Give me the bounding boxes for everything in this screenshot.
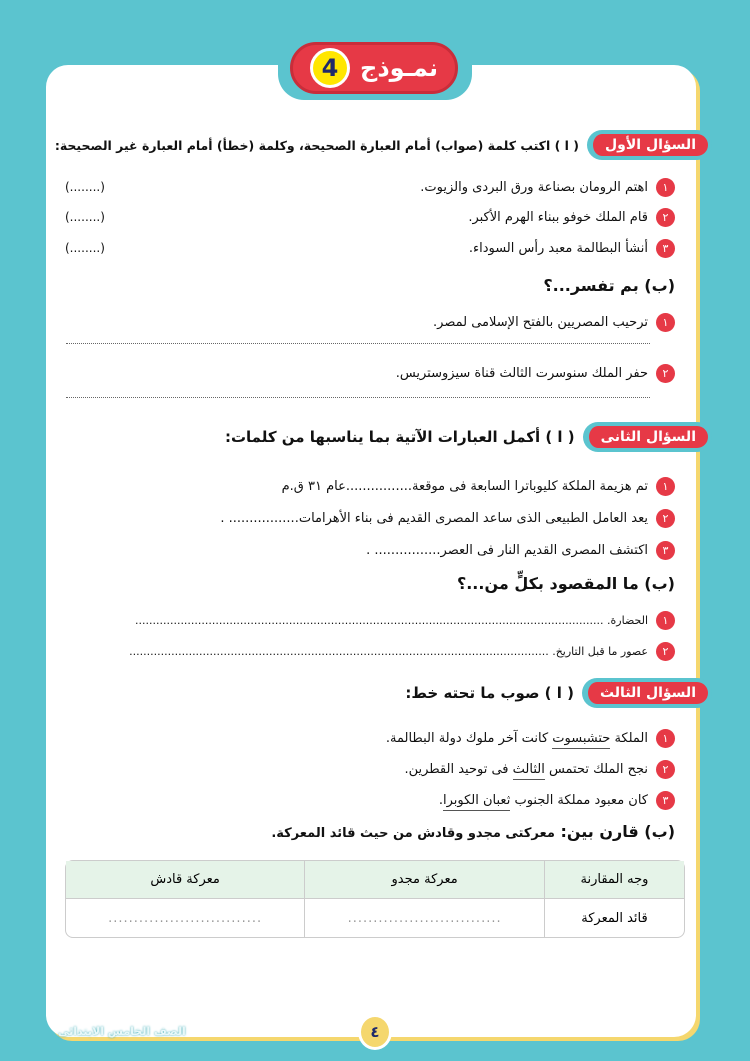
item-number: ١ (656, 477, 675, 496)
q2-header (50, 422, 712, 452)
q1-b-item (62, 364, 675, 383)
grade-label: الصف الخامس الابتدائى (58, 1025, 186, 1038)
answer-line[interactable] (66, 343, 650, 344)
table-row (66, 899, 684, 937)
item-number: ٢ (656, 642, 675, 661)
table-cell: قائد المعركة (544, 899, 684, 937)
item-text: تم هزيمة الملكة كليوباترا السابعة فى موقعة................عام ٣١ ق.م (281, 479, 648, 494)
item-text: اكتشف المصرى القديم النار فى العصر................ . (366, 543, 648, 558)
item-text: عصور ما قبل التاريخ. ........................................................................................................................ (129, 645, 648, 658)
answer-blank[interactable]: (........) (65, 180, 105, 194)
underlined-text: الثالث (513, 762, 545, 780)
q2-b-title: (ب) ما المقصود بكلٍّ من...؟ (456, 574, 675, 593)
q1-instruction: ( ا ) اكتب كلمة (صواب) أمام العبارة الصحيحة، وكلمة (خطأ) أمام العبارة غير الصحيحة: (54, 137, 580, 153)
q1-header (50, 130, 712, 160)
q1-item (150, 239, 675, 258)
text-part: فى توحيد القطرين. (404, 762, 513, 777)
q3-badge: السؤال الثالث (582, 678, 712, 708)
item-text (439, 793, 648, 808)
q2-item (62, 477, 675, 496)
q2-b-item (62, 611, 675, 630)
answer-blank[interactable]: (........) (65, 210, 105, 224)
item-number: ١ (656, 178, 675, 197)
text-part: كانت آخر ملوك دولة البطالمة. (385, 731, 553, 746)
item-text (404, 762, 648, 777)
q2-badge: السؤال الثانى (583, 422, 712, 452)
item-number: ٢ (656, 509, 675, 528)
item-number: ٣ (656, 541, 675, 560)
comparison-table (65, 860, 685, 938)
q1-item (150, 178, 675, 197)
model-number: 4 (310, 48, 350, 88)
item-text: حفر الملك سنوسرت الثالث قناة سيزوستريس. (395, 366, 648, 381)
model-title: نمـوذج (360, 54, 438, 82)
q1-b-title: (ب) بم تفسر...؟ (543, 276, 675, 295)
q3-instruction: ( ا ) صوب ما تحته خط: (405, 684, 574, 702)
text-part: نجح الملك تحتمس (544, 762, 648, 777)
answer-cell[interactable]: .............................. (304, 899, 544, 937)
page-number: ٤ (358, 1014, 392, 1050)
item-number: ٢ (656, 364, 675, 383)
table-header: معركة قادش (66, 861, 304, 899)
item-number: ١ (656, 313, 675, 332)
table-header: وجه المقارنة (544, 861, 684, 899)
answer-line[interactable] (66, 397, 650, 398)
q3-b-label: (ب) قارن بين: (560, 822, 675, 841)
q3-item (62, 729, 675, 748)
q2-instruction: ( ا ) أكمل العبارات الآتية بما يناسبها من كلمات: (224, 428, 575, 446)
q2-item (62, 541, 675, 560)
q3-item (62, 791, 675, 810)
q1-item (150, 208, 675, 227)
q2-b-item (62, 642, 675, 661)
item-number: ٢ (656, 208, 675, 227)
item-number: ٣ (656, 791, 675, 810)
text-part: كان معبود مملكة الجنوب (510, 793, 648, 808)
q3-b-text: معركتى مجدو وقادش من حيث قائد المعركة. (271, 826, 555, 841)
q3-item (62, 760, 675, 779)
item-text: يعد العامل الطبيعى الذى ساعد المصرى القديم فى بناء الأهرامات................. . (220, 511, 648, 526)
q1-badge: السؤال الأول (587, 130, 712, 160)
item-number: ١ (656, 611, 675, 630)
table-header-row (66, 861, 684, 899)
text-part: . (438, 793, 443, 808)
item-text: ترحيب المصريين بالفتح الإسلامى لمصر. (433, 315, 648, 330)
q3-header (50, 678, 712, 708)
item-text: اهتم الرومان بصناعة ورق البردى والزيوت. (420, 180, 648, 195)
text-part: الملكة (610, 731, 648, 746)
answer-cell[interactable]: .............................. (108, 910, 263, 926)
item-text: قام الملك خوفو ببناء الهرم الأكبر. (468, 210, 648, 225)
q3-b-title (62, 822, 675, 841)
underlined-text: ثعبان الكوبرا (443, 793, 510, 811)
item-number: ٢ (656, 760, 675, 779)
item-text: الحضارة. ...................................................................................................................................... (134, 614, 648, 627)
table-header: معركة مجدو (304, 861, 544, 899)
q1-b-item (62, 313, 675, 332)
underlined-text: حتشبسوت (552, 731, 610, 749)
item-text (386, 731, 648, 746)
item-number: ١ (656, 729, 675, 748)
item-text: أنشأ البطالمة معبد رأس السوداء. (468, 241, 648, 256)
item-number: ٣ (656, 239, 675, 258)
model-title-badge (290, 42, 458, 94)
q2-item (62, 509, 675, 528)
answer-blank[interactable]: (........) (65, 241, 105, 255)
